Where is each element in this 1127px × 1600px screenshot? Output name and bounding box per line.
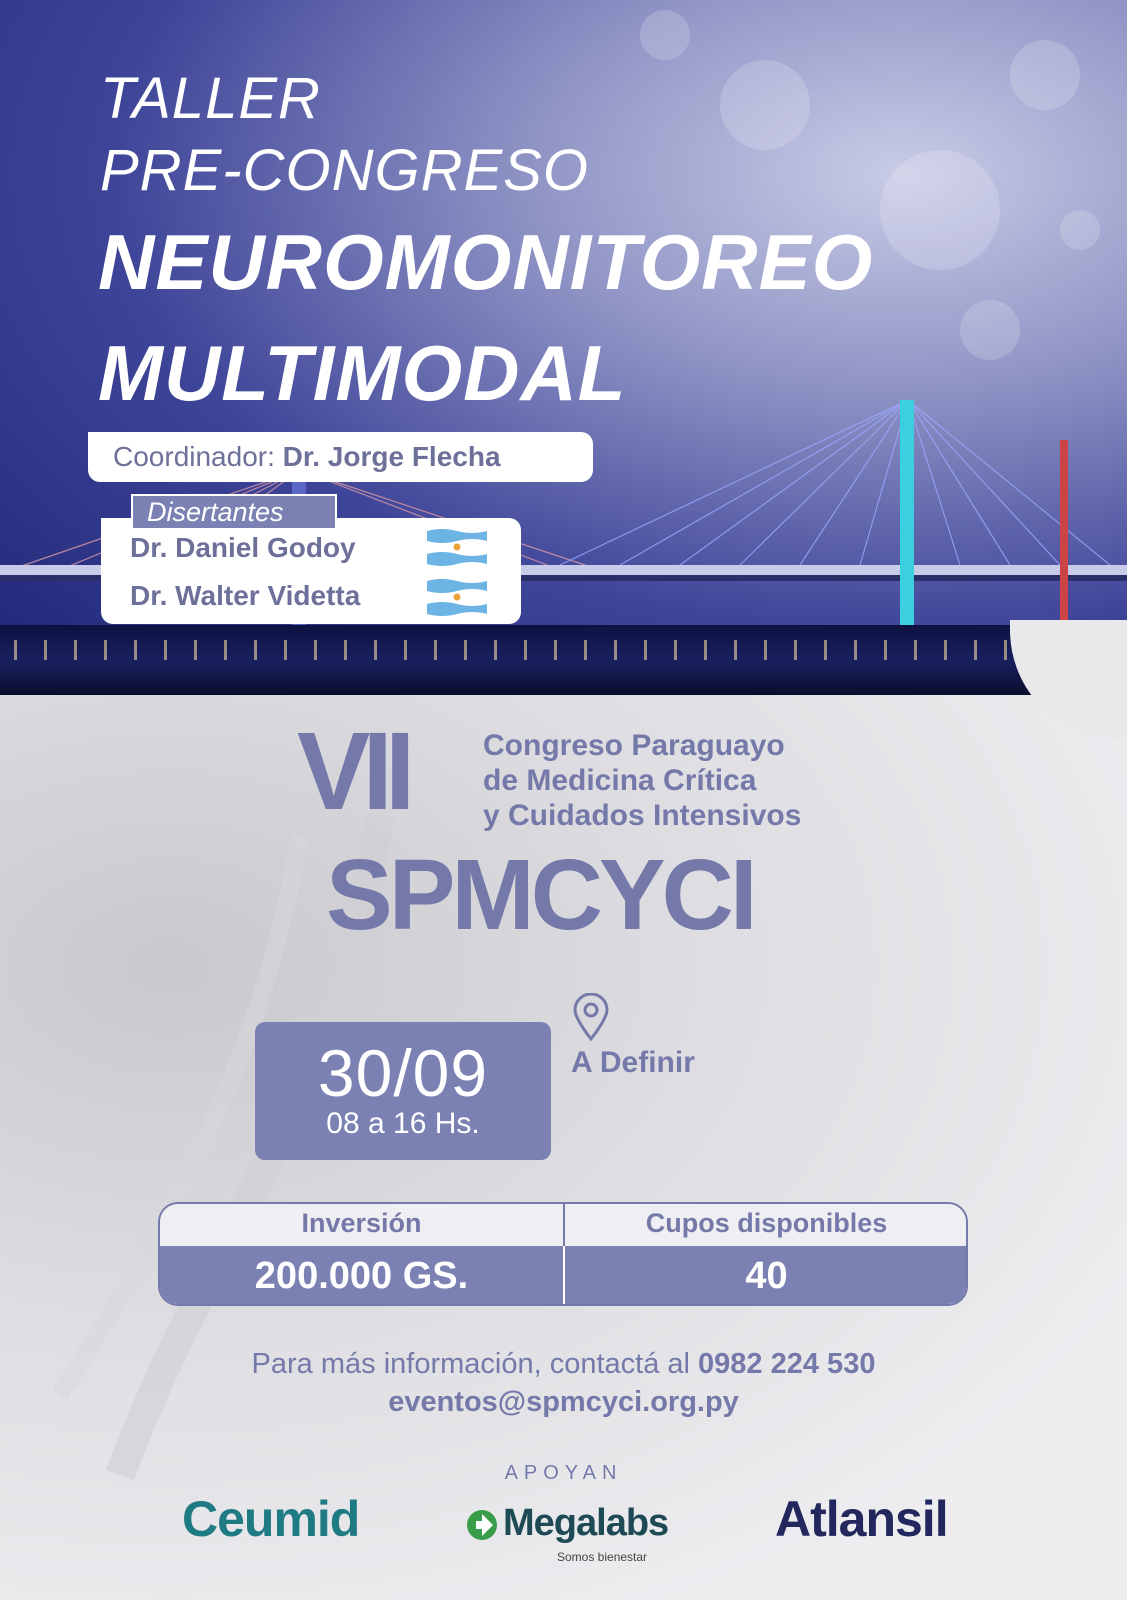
date-box xyxy=(255,1022,551,1160)
speakers-label: Disertantes xyxy=(131,494,337,530)
event-location: A Definir xyxy=(571,1046,695,1079)
sponsors-label: APOYAN xyxy=(504,1462,623,1484)
slots-header: Cupos disponibles xyxy=(645,1208,888,1238)
congress-acronym: SPMCYCI xyxy=(326,839,754,951)
event-date: 30/09 xyxy=(317,1036,489,1110)
megalabs-name: Megalabs xyxy=(503,1502,669,1544)
taller-label: TALLER xyxy=(100,66,321,131)
congress-line-2: de Medicina Crítica xyxy=(483,764,757,797)
title-line-1: NEUROMONITOREO xyxy=(98,218,874,306)
megalabs-mark-icon xyxy=(465,1508,499,1542)
ceumid-logo: Ceumid xyxy=(182,1491,360,1547)
location-pin-icon xyxy=(572,993,610,1041)
coordinator-label: Coordinador: xyxy=(113,441,275,472)
event-hours: 08 a 16 Hs. xyxy=(326,1107,480,1140)
city-lights xyxy=(0,640,1127,660)
hero-banner xyxy=(0,0,1127,695)
megalabs-tagline: Somos bienestar xyxy=(557,1550,648,1564)
congress-numeral: VII xyxy=(297,710,408,833)
congress-line-1: Congreso Paraguayo xyxy=(483,729,785,762)
contact-text: Para más información, contactá al xyxy=(251,1348,690,1380)
pricing-table xyxy=(158,1202,968,1306)
contact-phone[interactable]: 0982 224 530 xyxy=(698,1348,876,1380)
contact-line xyxy=(0,1348,1127,1381)
argentina-flag-icon xyxy=(427,527,487,567)
contact-email[interactable]: eventos@spmcyci.org.py xyxy=(388,1386,739,1418)
investment-value: 200.000 GS. xyxy=(254,1255,469,1297)
congress-line-3: y Cuidados Intensivos xyxy=(483,799,802,832)
atlansil-logo: Atlansil xyxy=(775,1491,948,1547)
slots-value: 40 xyxy=(745,1255,788,1297)
argentina-flag-icon xyxy=(427,577,487,617)
speaker-2: Dr. Walter Videtta xyxy=(130,580,361,611)
pre-congreso-label: PRE-CONGRESO xyxy=(100,138,589,203)
river xyxy=(0,625,1127,695)
coordinator-box xyxy=(88,432,593,482)
title-line-2: MULTIMODAL xyxy=(98,329,627,417)
speaker-1: Dr. Daniel Godoy xyxy=(130,532,356,563)
coordinator-name: Dr. Jorge Flecha xyxy=(282,441,501,472)
investment-header: Inversión xyxy=(301,1208,422,1238)
